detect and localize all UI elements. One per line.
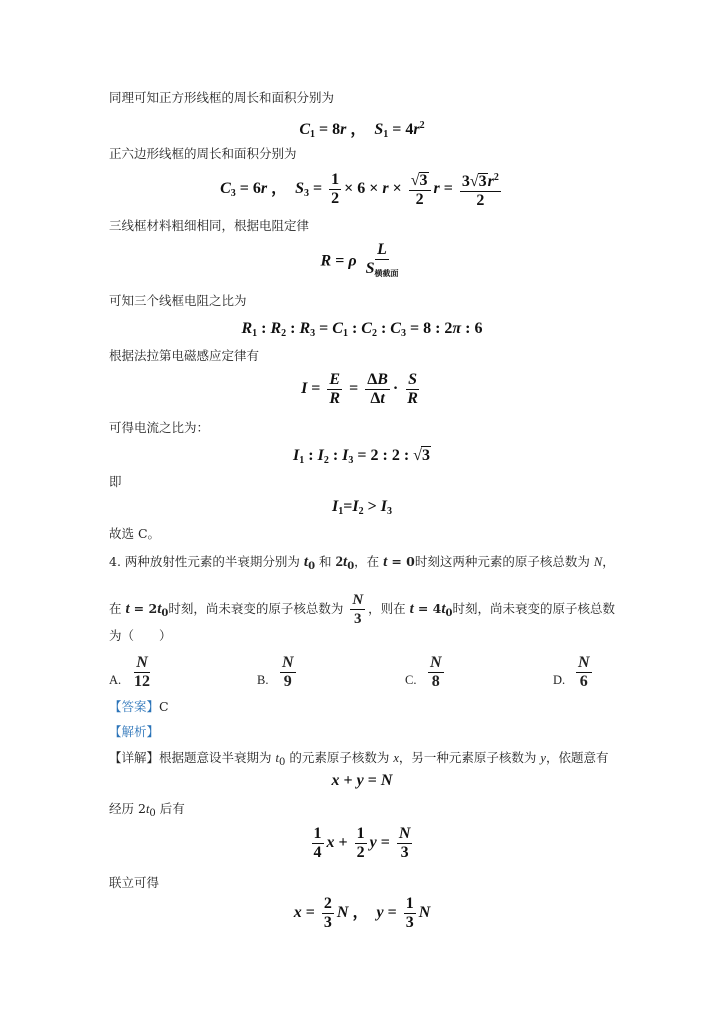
answer-line: 【答案】C — [109, 699, 169, 714]
text-line: 故选 C。 — [109, 526, 161, 541]
text-line: 可知三个线框电阻之比为 — [109, 293, 247, 308]
question-4-line-1: 4. 两种放射性元素的半衰期分别为 $t_0$ 和 $2t_0$，在 t = 0时刻这两种元素的原子核总数为 N， — [109, 554, 615, 572]
after-line: 经历 $2t_0$ 后有 — [109, 801, 185, 819]
text-line: 三线框材料粗细相同，根据电阻定律 — [109, 218, 310, 233]
detail-line: 【详解】根据题意设半衰期为 $t_0$ 的元素原子核数为 x，另一种元素原子核数为 y，依题意有 — [109, 750, 609, 768]
equation-square: $C_1 = 8r$ ， $S_1 = 4r^2$ — [299, 120, 425, 140]
equation-result: x = $\frac{2}{3}$ N ， y = $\frac{1}{3}$ N — [293, 895, 431, 931]
text-line: 正六边形线框的周长和面积分别为 — [109, 146, 297, 161]
question-4-line-2: 在 $t = 2t_0$时刻，尚未衰变的原子核总数为 $\frac{N}{3}$ ，则在 $t = 4t_0$时刻，尚未衰变的原子核总数 — [109, 592, 616, 627]
joint-line: 联立可得 — [109, 875, 160, 890]
equation-current-compare: $I_1=I_2 > I_3$ — [332, 498, 392, 517]
question-4-line-3: 为（ ） — [109, 628, 172, 643]
text-line: 根据法拉第电磁感应定律有 — [109, 348, 260, 363]
equation-resistance-law: R = ρ $\frac{L}{S_{横截面}}$ — [320, 241, 399, 278]
text-line: 可得电流之比为： — [109, 420, 210, 435]
equation-faraday: I = $\frac{E}{R}$ = $\frac{\Delta B}{\Delta t}$ · $\frac{S}{R}$ — [301, 371, 418, 407]
equation-hexagon: $C_3 = 6r$ ， $S_3$ = $\frac{1}{2}$ × 6 × r × $\frac{√3}{2}$ r = $\frac{3√3r^2}{2}$ — [220, 171, 499, 209]
equation-current-ratio: $I_1$ : $I_2$ : $I_3 = 2$ : 2 : √3 — [293, 447, 430, 466]
equation-sum: x + y = N — [331, 772, 393, 789]
text-line: 即 — [109, 474, 122, 489]
equation-resistance-ratio: $R_1$ : $R_2$ : $R_3 = C_1$ : $C_2$ : $C_3 = 8$ : 2π : 6 — [241, 320, 483, 339]
equation-after: $\frac{1}{4}$ x + $\frac{1}{2}$ y = $\frac{N}{3}$ — [313, 825, 411, 861]
text-line: 同理可知正方形线框的周长和面积分别为 — [109, 90, 335, 105]
analysis-label: 【解析】 — [109, 724, 160, 739]
